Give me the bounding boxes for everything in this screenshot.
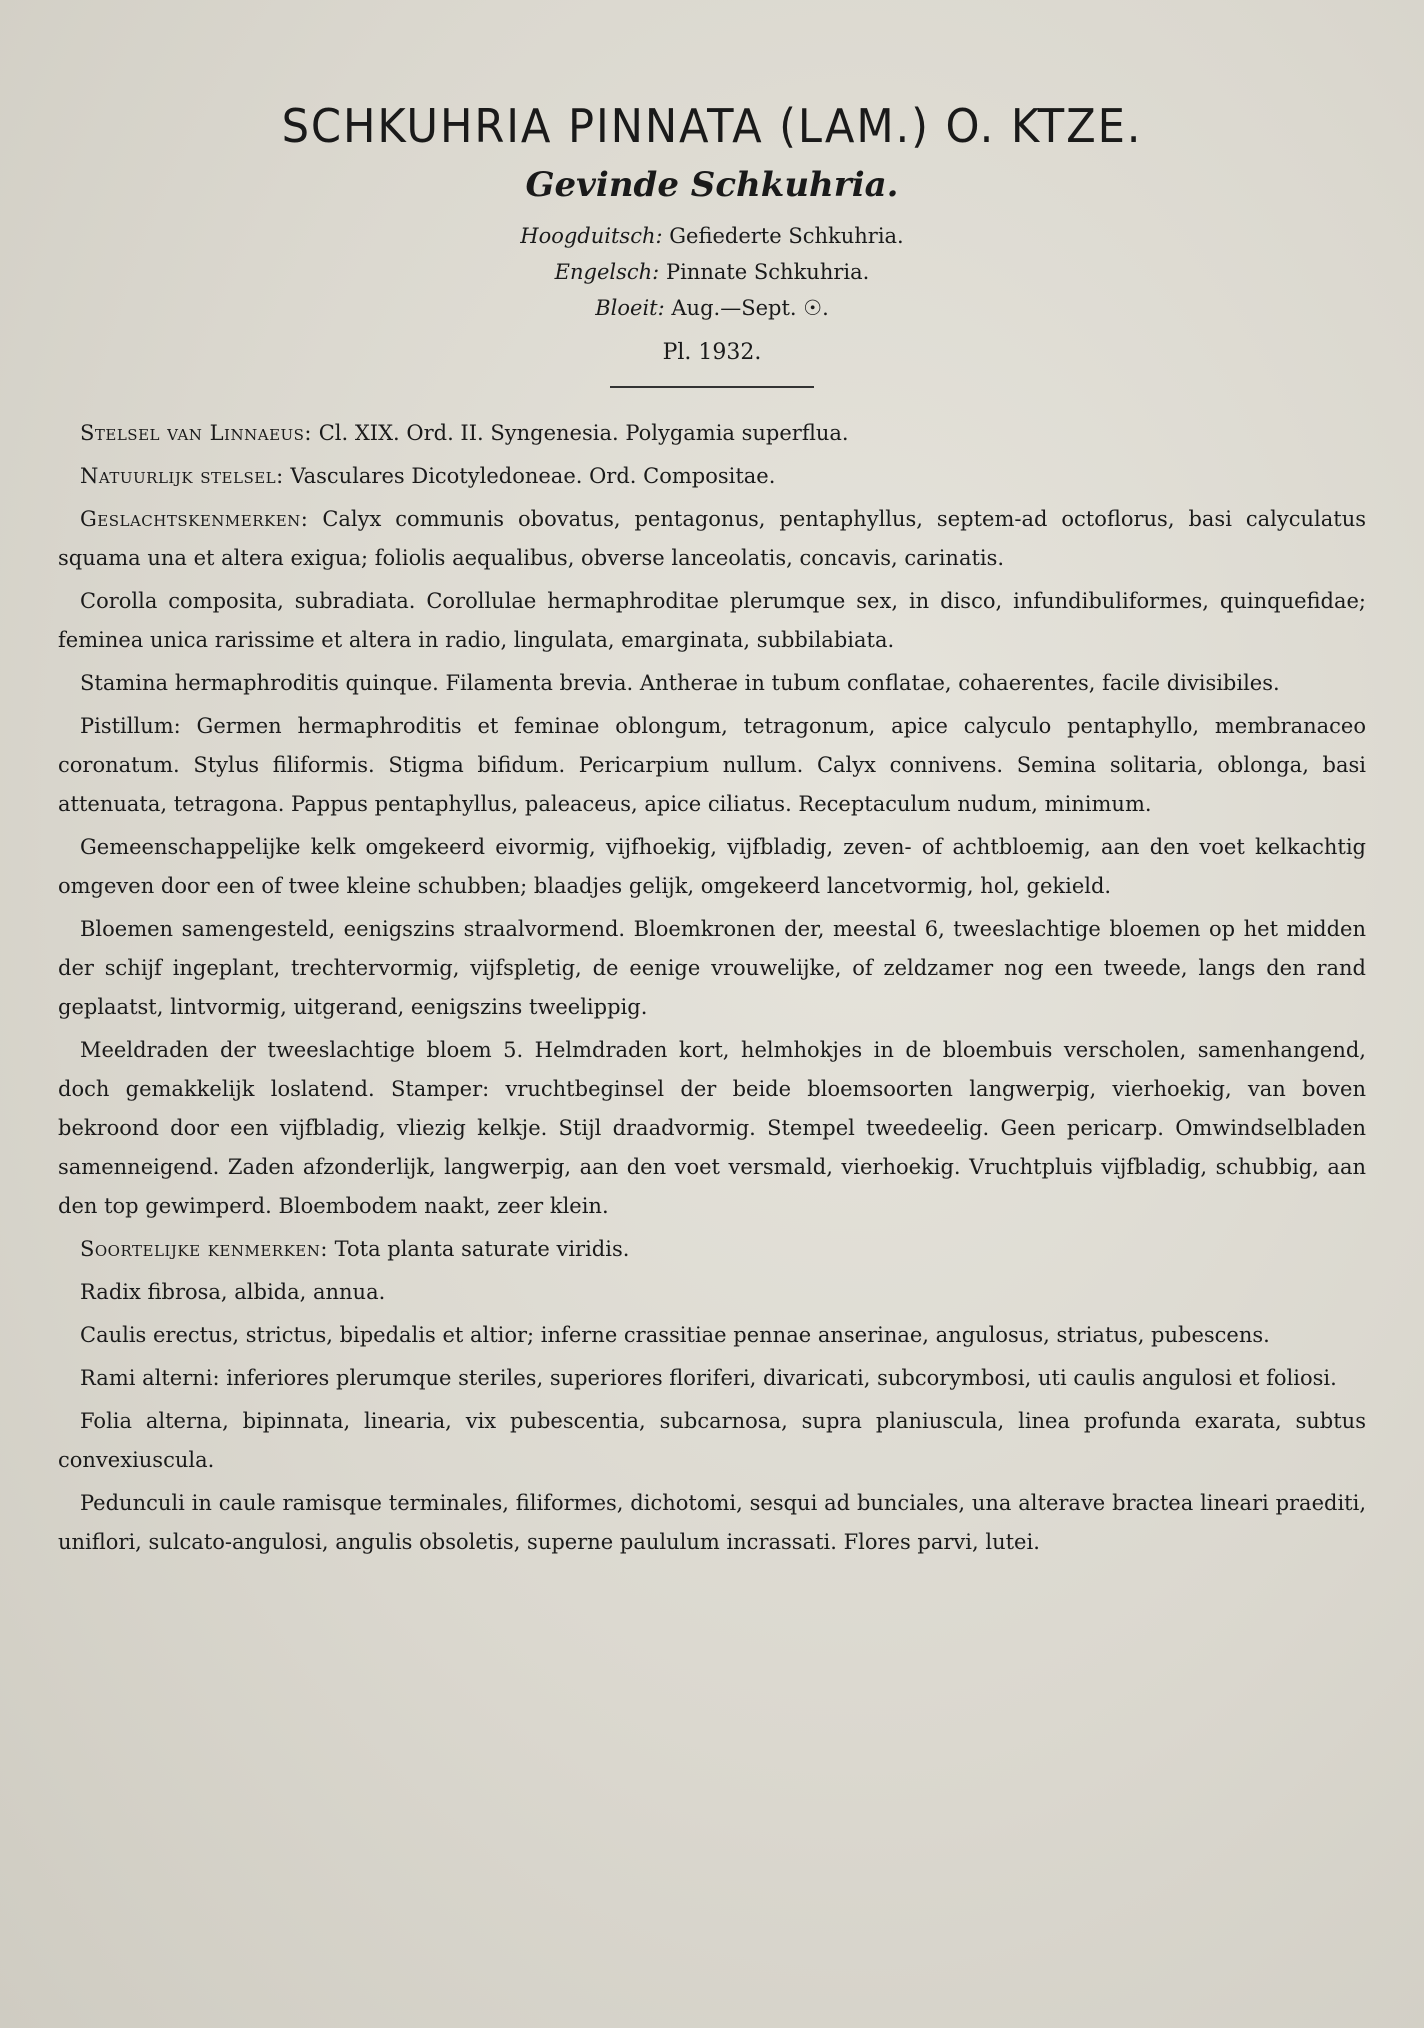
header	[58, 96, 1366, 388]
german-label: Hoogduitsch:	[520, 224, 663, 248]
paragraph-pedunculi	[58, 1484, 1366, 1562]
paragraph-label: Natuurlijk stelsel:	[80, 464, 284, 488]
paragraph-label: Stelsel van Linnaeus:	[80, 421, 313, 445]
flowering-value: Aug.—Sept. ☉.	[671, 296, 829, 320]
paragraph-text: Corolla composita, subradiata. Corollulae hermaphroditae plerumque sex, in disco, infundibuliformes, quinquefidae; feminea unica rarissime et altera in radio, lingulata, emarginata, subbilabiata.	[58, 589, 1366, 652]
english-value: Pinnate Schkuhria.	[665, 260, 870, 284]
paragraph-text: Vasculares Dicotyledoneae. Ord. Compositae.	[283, 464, 776, 488]
plate-number: Pl. 1932.	[662, 340, 762, 365]
paragraph-text: Pistillum: Germen hermaphroditis et feminae oblongum, tetragonum, apice calyculo pentaphyllo, membranaceo coronatum. Stylus filiformis. Stigma bifidum. Pericarpium nullum. Calyx connivens. Semina solitaria, oblonga, basi attenuata, tetragona. Pappus pentaphyllus, paleaceus, apice ciliatus. Receptaculum nudum, minimum.	[58, 714, 1366, 816]
paragraph-rami	[58, 1359, 1366, 1398]
paragraph-text: Radix fibrosa, albida, annua.	[80, 1280, 386, 1304]
divider-rule	[610, 386, 814, 388]
english-name-line	[58, 254, 1366, 290]
german-value: Gefiederte Schkuhria.	[669, 224, 904, 248]
paragraph-text: Cl. XIX. Ord. II. Syngenesia. Polygamia superflua.	[312, 421, 849, 445]
paragraph-folia	[58, 1402, 1366, 1480]
body-text	[58, 414, 1366, 1562]
paragraph-text: Tota planta saturate viridis.	[327, 1237, 630, 1261]
german-name-line	[58, 218, 1366, 254]
paragraph-text: Gemeenschappelijke kelk omgekeerd eivormig, vijfhoekig, vijfbladig, zeven- of achtbloemig, aan den voet kelkachtig omgeven door een of twee kleine schubben; blaadjes gelijk, omgekeerd lancetvormig, hol, gekield.	[58, 835, 1366, 898]
flowering-label: Bloeit:	[595, 296, 665, 320]
flowering-line	[58, 290, 1366, 326]
paragraph-text: Rami alterni: inferiores plerumque steriles, superiores floriferi, divaricati, subcorymbosi, uti caulis angulosi et foliosi.	[80, 1366, 1337, 1390]
paragraph-genus-characters	[58, 500, 1366, 578]
paragraph-text: Meeldraden der tweeslachtige bloem 5. Helmdraden kort, helmhokjes in de bloembuis verscholen, samenhangend, doch gemakkelijk loslatend. Stamper: vruchtbeginsel der beide bloemsoorten langwerpig, vierhoekig, van boven bekroond door een vijfbladig, vliezig kelkje. Stijl draadvormig. Stempel tweedeelig. Geen pericarp. Omwindselbladen samenneigend. Zaden afzonderlijk, langwerpig, aan den voet versmald, vierhoekig. Vruchtpluis vijfbladig, schubbig, aan den top gewimperd. Bloembodem naakt, zeer klein.	[58, 1038, 1366, 1218]
paragraph-meeldraden	[58, 1031, 1366, 1226]
paragraph-text: Stamina hermaphroditis quinque. Filamenta brevia. Antherae in tubum conflatae, cohaerentes, facile divisibiles.	[80, 671, 1280, 695]
paragraph-text: Folia alterna, bipinnata, linearia, vix pubescentia, subcarnosa, supra planiuscula, linea profunda exarata, subtus convexiuscula.	[58, 1409, 1366, 1472]
paragraph-linnaeus	[58, 414, 1366, 453]
paragraph-corolla	[58, 582, 1366, 660]
dutch-name: Gevinde Schkuhria.	[525, 165, 899, 205]
paragraph-text: Pedunculi in caule ramisque terminales, filiformes, dichotomi, sesqui ad bunciales, una alterave bractea lineari praediti, uniflori, sulcato-angulosi, angulis obsoletis, superne paululum incrassati. Flores parvi, lutei.	[58, 1491, 1366, 1554]
paragraph-natural-system	[58, 457, 1366, 496]
paragraph-text: Calyx communis obovatus, pentagonus, pentaphyllus, septem-ad octoflorus, basi calyculatus squama una et altera exigua; foliolis aequalibus, obverse lanceolatis, concavis, carinatis.	[58, 507, 1366, 570]
paragraph-text: Caulis erectus, strictus, bipedalis et altior; inferne crassitiae pennae anserinae, angulosus, striatus, pubescens.	[80, 1323, 1270, 1347]
page-title: SCHKUHRIA PINNATA (LAM.) O. KTZE.	[281, 99, 1143, 153]
paragraph-pistillum	[58, 707, 1366, 824]
paragraph-label: Geslachtskenmerken:	[80, 507, 309, 531]
paragraph-radix	[58, 1273, 1366, 1312]
paragraph-text: Bloemen samengesteld, eenigszins straalvormend. Bloemkronen der, meestal 6, tweeslachtige bloemen op het midden der schijf ingeplant, trechtervormig, vijfspletig, de eenige vrouwelijke, of zeldzamer nog een tweede, langs den rand geplaatst, lintvormig, uitgerand, eenigszins tweelippig.	[58, 917, 1366, 1019]
english-label: Engelsch:	[554, 260, 660, 284]
paragraph-bloemen	[58, 910, 1366, 1027]
paragraph-label: Soortelijke kenmerken:	[80, 1237, 328, 1261]
paragraph-caulis	[58, 1316, 1366, 1355]
paragraph-kelk	[58, 828, 1366, 906]
paragraph-species-characters	[58, 1230, 1366, 1269]
paragraph-stamina	[58, 664, 1366, 703]
